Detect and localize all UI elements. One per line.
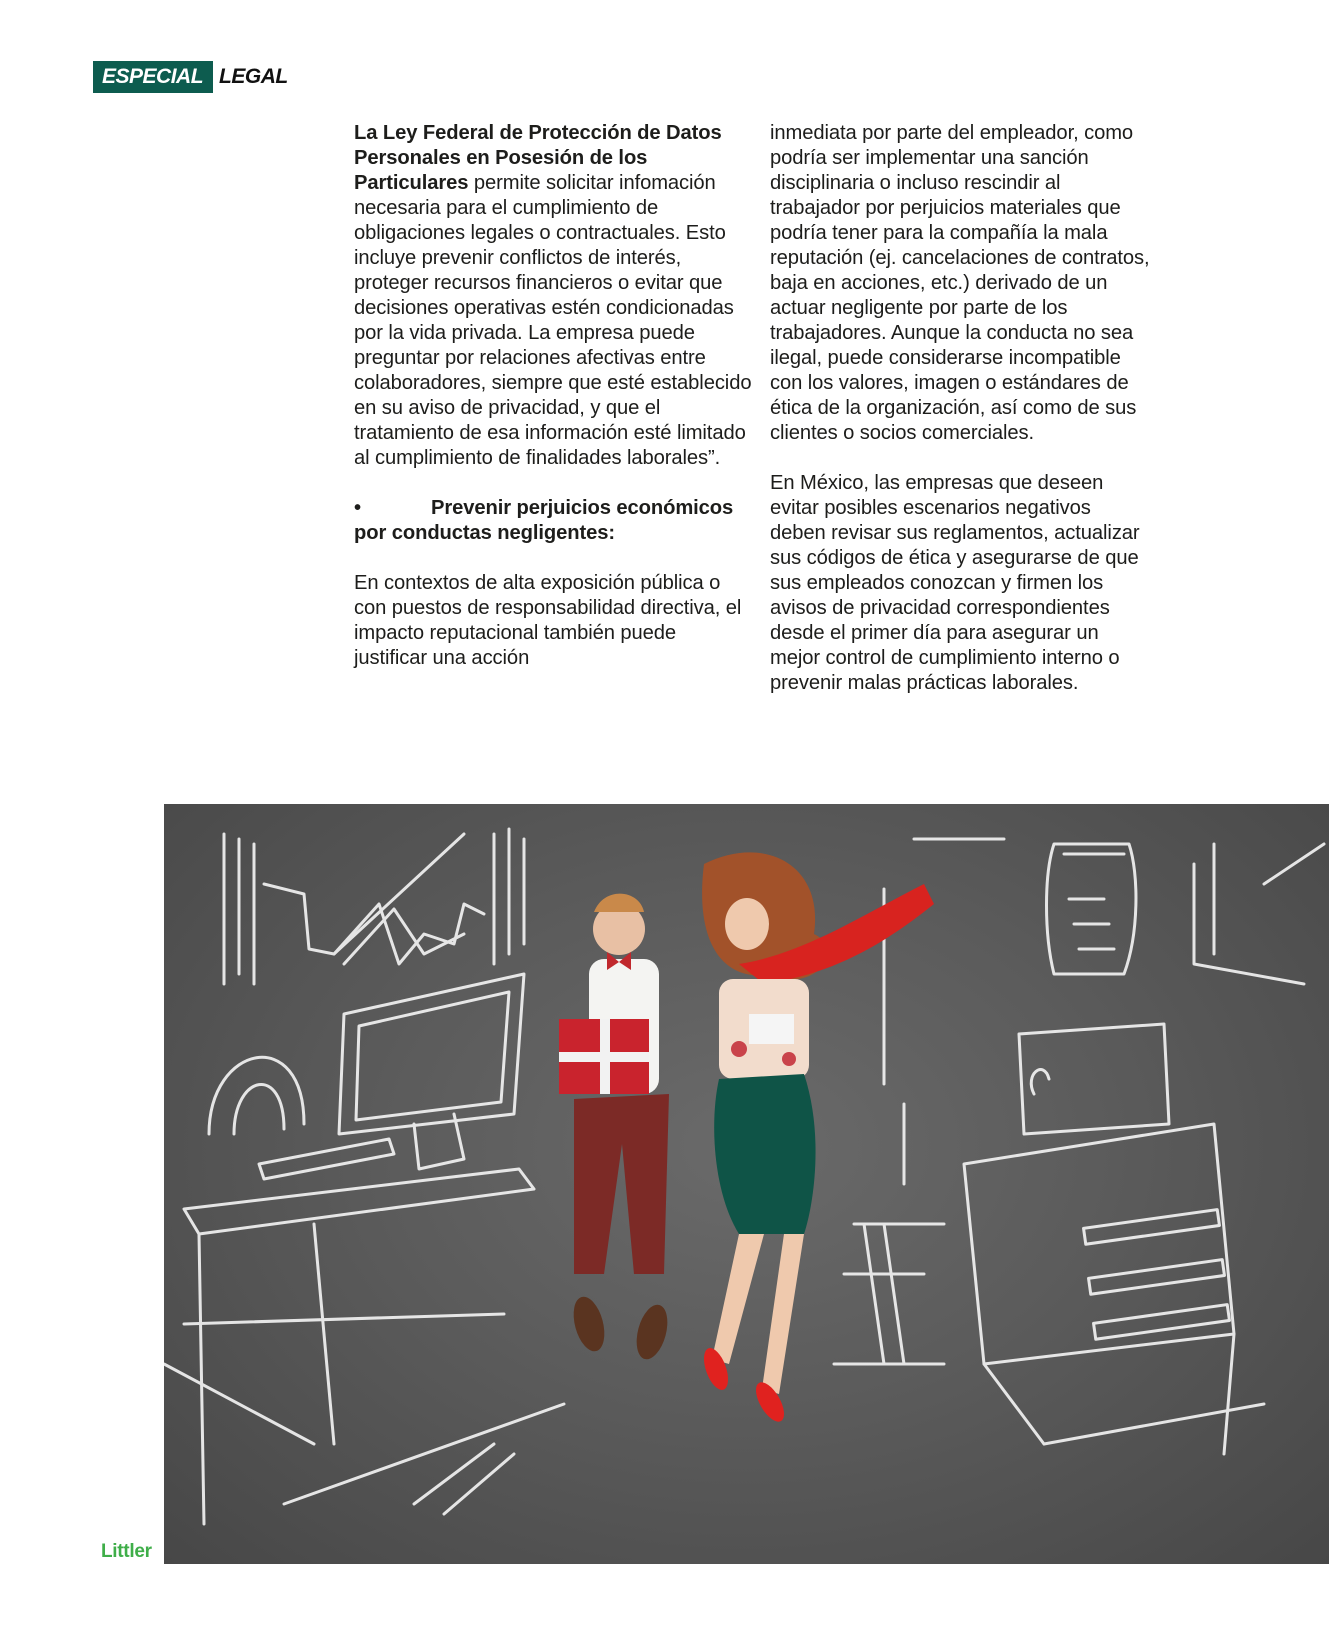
- section-label-especial: ESPECIAL: [93, 61, 213, 93]
- bullet-dot: •: [354, 497, 361, 519]
- paragraph-ley-federal-text: permite solicitar infomación necesaria para el cumplimiento de obligaciones legales o contractuales. Esto incluye prevenir conflictos de interés, proteger recursos financieros o evitar que decisiones operativas estén condicionadas por la vida privada. La empresa puede preguntar por relaciones afectivas entre colaboradores, siempre que esté establecido en su aviso de privacidad, y que el tratamiento de esa información esté limitado al cumplimiento de finalidades laborales”.: [354, 172, 752, 469]
- littler-logo: Littler: [101, 1541, 152, 1562]
- section-label-legal: LEGAL: [219, 65, 288, 88]
- bullet-heading-text: Prevenir perjuicios económicos por conductas negligentes:: [354, 497, 734, 544]
- paragraph-contextos: En contextos de alta exposición pública o con puestos de responsabilidad directiva, el impacto reputacional también puede justificar una acción: [354, 572, 742, 669]
- couple-figures: [559, 852, 934, 1426]
- chalk-drawing: [164, 804, 1329, 1564]
- article-column-left: [354, 121, 754, 671]
- paragraph-inmediata: inmediata por parte del empleador, como podría ser implementar una sanción disciplinaria o incluso rescindir al trabajador por perjuicios materiales que podría tener para la compañía la mala reputación (ej. cancelaciones de contratos, baja en acciones, etc.) derivado de un actuar negligente por parte de los trabajadores. Aunque la conducta no sea ilegal, puede considerarse incompatible con los valores, imagen o estándares de ética de la organización, así como de sus clientes o socios comerciales.: [770, 122, 1150, 444]
- article-column-right: [770, 121, 1150, 696]
- paragraph-ley-federal: [354, 121, 754, 471]
- section-tag: [93, 61, 288, 93]
- chalkboard-office-illustration: [164, 804, 1329, 1564]
- paragraph-mexico: En México, las empresas que deseen evitar posibles escenarios negativos deben revisar sus reglamentos, actualizar sus códigos de ética y asegurarse de que sus empleados conozcan y firmen los avisos de privacidad correspondientes desde el primer día para asegurar un mejor control de cumplimiento interno o prevenir malas prácticas laborales.: [770, 472, 1140, 694]
- law-name: La Ley Federal de Protección de Datos Personales en Posesión de los Particulares: [354, 122, 722, 194]
- bullet-heading: [354, 496, 754, 546]
